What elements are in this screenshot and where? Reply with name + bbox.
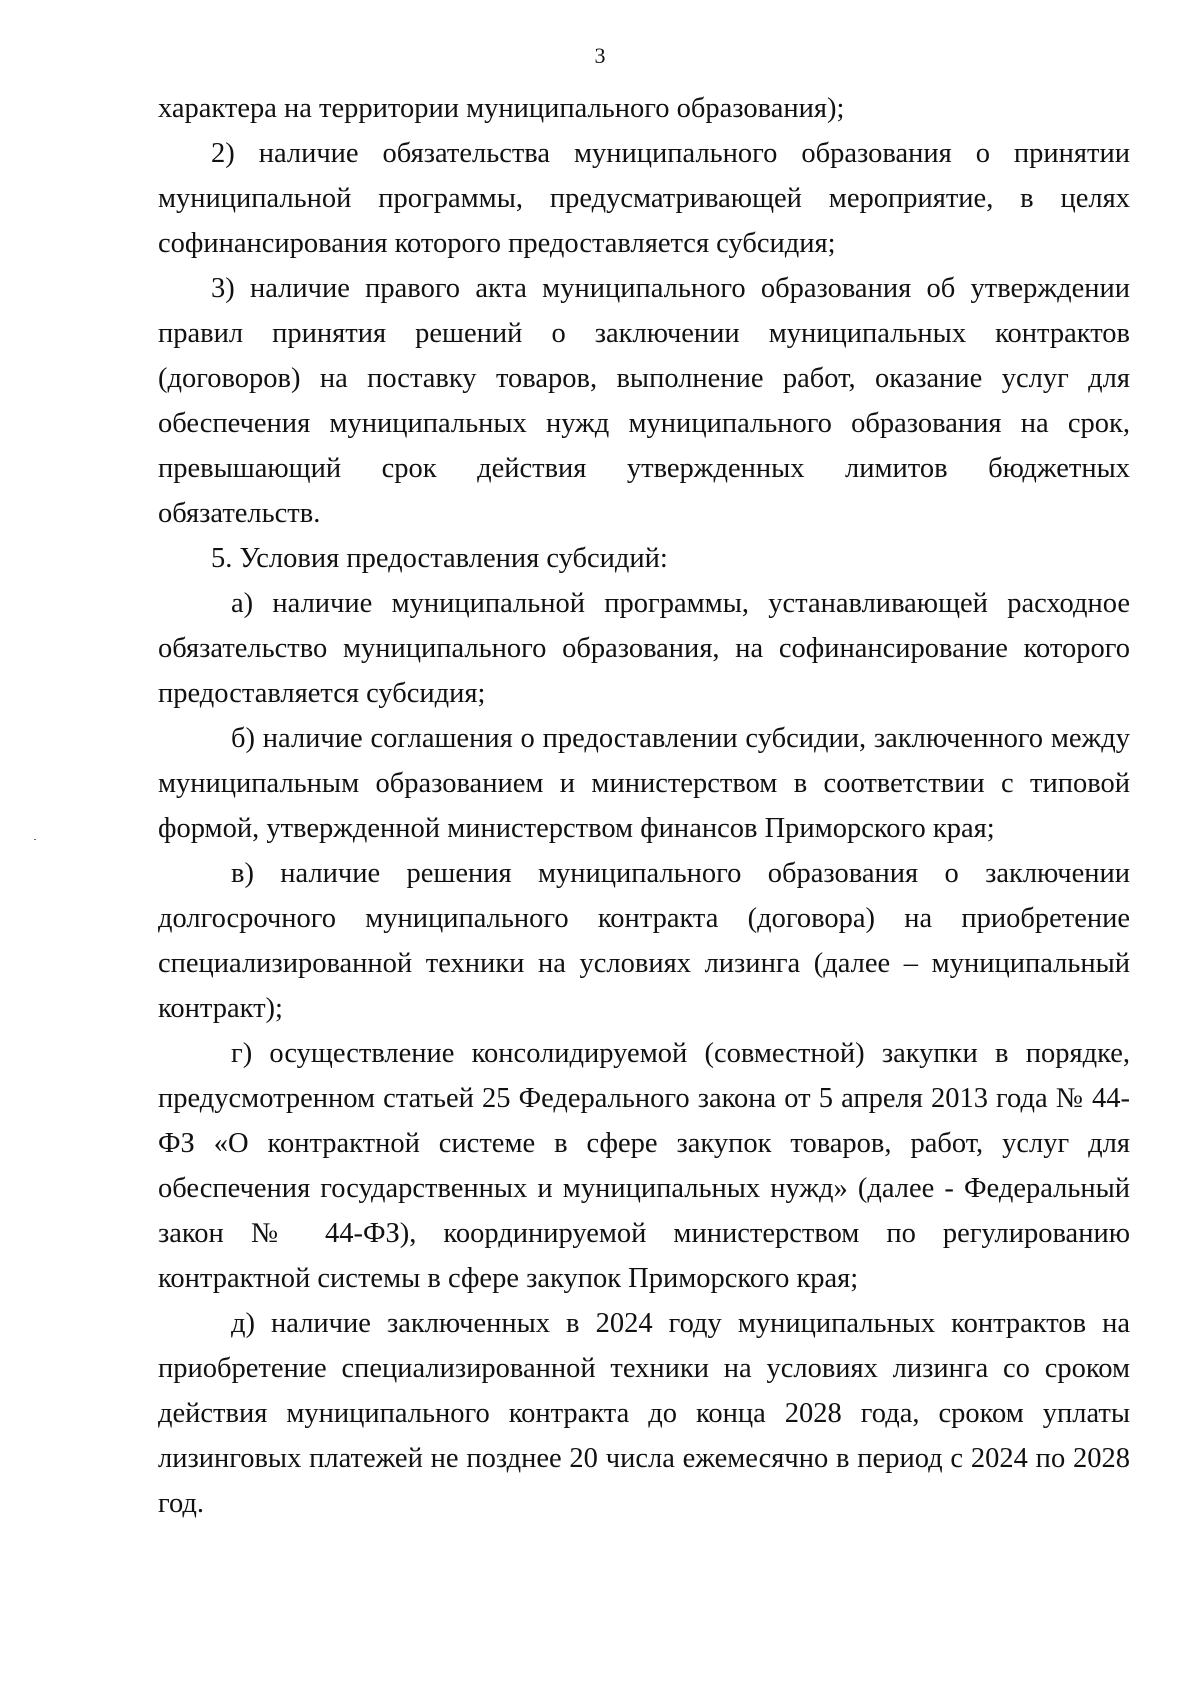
paragraph-condition-a: а) наличие муниципальной программы, устанавливающей расходное обязательство муниципального образования, на софинансирование которого предоставляется субсидия; (158, 588, 1130, 709)
paragraph-condition-b: б) наличие соглашения о предоставлении субсидии, заключенного между муниципальным образованием и министерством в соответствии с типовой формой, утвержденной министерством финансов Приморского края; (158, 723, 1130, 844)
paragraph-continued-item-1: характера на территории муниципального образования); (158, 93, 845, 124)
paragraph-item-2: 2) наличие обязательства муниципального образования о принятии муниципальной программы, предусматривающей мероприятие, в целях софинансирования которого предоставляется субсидия; (158, 138, 1130, 259)
paragraph-section-5: 5. Условия предоставления субсидий: (211, 543, 668, 574)
paragraph-condition-g: г) осуществление консолидируемой (совместной) закупки в порядке, предусмотренном статьей 25 Федерального закона от 5 апреля 2013 года № 44-ФЗ «О контрактной системе в сфере закупок товаров, работ, услуг для обеспечения государственных и муниципальных нужд» (далее - Федеральный закон № 44-ФЗ), координируемой министерством по регулированию контрактной системы в сфере закупок Приморского края; (158, 1038, 1130, 1294)
paragraph-condition-v: в) наличие решения муниципального образования о заключении долгосрочного муниципального контракта (договора) на приобретение специализированной техники на условиях лизинга (далее – муниципальный контракт); (158, 858, 1130, 1024)
paragraph-condition-d: д) наличие заключенных в 2024 году муниципальных контрактов на приобретение специализированной техники на условиях лизинга со сроком действия муниципального контракта до конца 2028 года, сроком уплаты лизинговых платежей не позднее 20 числа ежемесячно в период с 2024 по 2028 год. (158, 1308, 1130, 1519)
document-body (158, 86, 1130, 1526)
paragraph-item-3: 3) наличие правого акта муниципального образования об утверждении правил принятия решений о заключении муниципальных контрактов (договоров) на поставку товаров, выполнение работ, оказание услуг для обеспечения муниципальных нужд муниципального образования на срок, превышающий срок действия утвержденных лимитов бюджетных обязательств. (158, 273, 1130, 529)
scan-mark (34, 839, 36, 840)
page-number: 3 (594, 43, 606, 68)
